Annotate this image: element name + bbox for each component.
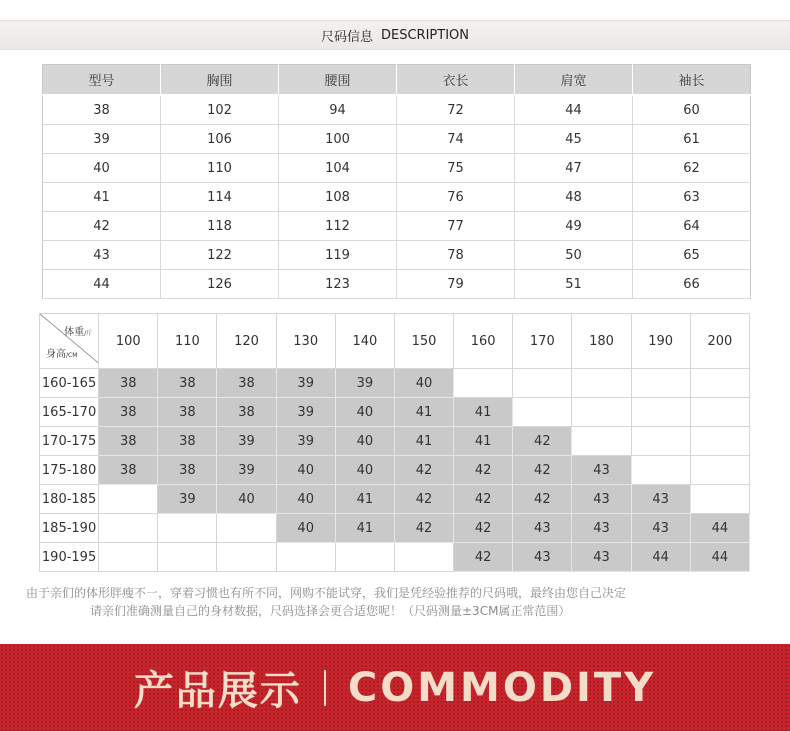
height-range-label: 170-175 [40, 427, 99, 456]
recommended-size-cell: 42 [513, 427, 572, 456]
height-range-label: 175-180 [40, 456, 99, 485]
table-cell: 50 [515, 241, 633, 270]
weight-column-header: 130 [276, 314, 335, 369]
table-cell: 122 [161, 241, 279, 270]
table-cell: 47 [515, 154, 633, 183]
rec-table-body [40, 369, 750, 572]
weight-column-header: 100 [99, 314, 158, 369]
table-row [43, 270, 751, 299]
table-row [40, 369, 750, 398]
table-row [43, 183, 751, 212]
recommended-size-cell: 40 [217, 485, 276, 514]
recommended-size-cell: 39 [276, 427, 335, 456]
recommended-size-cell: 38 [217, 369, 276, 398]
size-column-header: 衣长 [397, 65, 515, 96]
recommended-size-cell [690, 485, 749, 514]
recommended-size-cell: 41 [335, 514, 394, 543]
recommended-size-cell: 43 [513, 514, 572, 543]
height-range-label: 190-195 [40, 543, 99, 572]
recommended-size-cell [158, 543, 217, 572]
banner-title-en: COMMODITY [347, 664, 657, 711]
table-cell: 102 [161, 95, 279, 125]
table-row [40, 456, 750, 485]
recommended-size-cell [99, 543, 158, 572]
recommended-size-cell: 40 [335, 456, 394, 485]
table-cell: 108 [279, 183, 397, 212]
recommended-size-cell: 43 [572, 456, 631, 485]
recommended-size-cell: 40 [276, 485, 335, 514]
recommended-size-cell: 38 [158, 427, 217, 456]
table-cell: 74 [397, 125, 515, 154]
recommended-size-cell: 43 [631, 514, 690, 543]
recommended-size-cell [572, 369, 631, 398]
commodity-banner [0, 644, 790, 731]
recommended-size-cell: 42 [394, 485, 453, 514]
size-column-header: 胸围 [161, 65, 279, 96]
recommended-size-cell: 40 [394, 369, 453, 398]
size-table-header-row [43, 65, 751, 96]
table-cell: 94 [279, 95, 397, 125]
recommended-size-cell [572, 427, 631, 456]
recommended-size-cell: 42 [454, 543, 513, 572]
recommended-size-cell: 39 [217, 456, 276, 485]
recommended-size-cell [631, 456, 690, 485]
table-cell: 78 [397, 241, 515, 270]
recommended-size-cell: 41 [454, 427, 513, 456]
table-cell: 51 [515, 270, 633, 299]
recommended-size-cell: 42 [454, 485, 513, 514]
recommended-size-cell: 43 [572, 543, 631, 572]
table-cell: 104 [279, 154, 397, 183]
height-range-label: 165-170 [40, 398, 99, 427]
recommended-size-cell: 40 [335, 398, 394, 427]
table-row [40, 543, 750, 572]
recommended-size-cell [217, 543, 276, 572]
recommended-size-cell: 38 [158, 369, 217, 398]
table-cell: 60 [633, 95, 751, 125]
size-column-header: 腰围 [279, 65, 397, 96]
table-row [43, 95, 751, 125]
height-range-label: 160-165 [40, 369, 99, 398]
weight-column-header: 160 [454, 314, 513, 369]
recommended-size-cell: 38 [158, 398, 217, 427]
recommended-size-cell [394, 543, 453, 572]
table-row [40, 427, 750, 456]
recommended-size-cell [690, 398, 749, 427]
header-title-cn: 尺码信息 [320, 29, 373, 45]
recommended-size-cell: 40 [276, 514, 335, 543]
table-cell: 112 [279, 212, 397, 241]
description-header [0, 20, 790, 50]
recommended-size-cell [454, 369, 513, 398]
table-cell: 75 [397, 154, 515, 183]
table-cell: 61 [633, 125, 751, 154]
recommended-size-cell [335, 543, 394, 572]
banner-title-cn: 产品展示 [133, 668, 302, 714]
recommended-size-cell: 38 [99, 456, 158, 485]
recommended-size-cell [99, 485, 158, 514]
table-cell: 44 [515, 95, 633, 125]
table-row [43, 241, 751, 270]
recommended-size-cell: 42 [454, 456, 513, 485]
recommended-size-cell: 38 [99, 369, 158, 398]
table-cell: 123 [279, 270, 397, 299]
table-cell: 65 [633, 241, 751, 270]
fit-note-line2: 请亲们准确测量自己的身材数据，尺码选择会更合适您呢！（尺码测量±3CM属正常范围） [90, 604, 571, 618]
weight-column-header: 170 [513, 314, 572, 369]
height-range-label: 185-190 [40, 514, 99, 543]
table-cell: 42 [43, 212, 161, 241]
table-row [43, 212, 751, 241]
recommended-size-cell [631, 427, 690, 456]
recommended-size-cell: 42 [454, 514, 513, 543]
recommended-size-cell: 42 [513, 485, 572, 514]
table-cell: 64 [633, 212, 751, 241]
corner-weight-label: 体重/斤 [64, 327, 93, 338]
table-cell: 66 [633, 270, 751, 299]
rec-table-header-row [40, 314, 750, 369]
size-column-header: 袖长 [633, 65, 751, 96]
fit-note-line1: 由于亲们的体形胖瘦不一，穿着习惯也有所不同，网购不能试穿，我们是凭经验推荐的尺码哦，最终由您自己决定 [26, 586, 627, 600]
recommended-size-cell [276, 543, 335, 572]
table-cell: 49 [515, 212, 633, 241]
table-row [40, 485, 750, 514]
recommended-size-cell [690, 427, 749, 456]
table-cell: 41 [43, 183, 161, 212]
recommended-size-cell: 41 [454, 398, 513, 427]
table-cell: 119 [279, 241, 397, 270]
recommended-size-cell: 44 [690, 514, 749, 543]
recommended-size-cell: 43 [572, 514, 631, 543]
recommended-size-cell [513, 398, 572, 427]
weight-column-header: 150 [394, 314, 453, 369]
recommended-size-cell [631, 369, 690, 398]
size-recommendation-table [39, 313, 750, 572]
table-cell: 77 [397, 212, 515, 241]
table-row [43, 154, 751, 183]
table-cell: 106 [161, 125, 279, 154]
weight-column-header: 190 [631, 314, 690, 369]
table-cell: 43 [43, 241, 161, 270]
table-cell: 110 [161, 154, 279, 183]
recommended-size-cell: 41 [394, 398, 453, 427]
recommended-size-cell: 41 [335, 485, 394, 514]
recommended-size-cell: 39 [335, 369, 394, 398]
recommended-size-cell [572, 398, 631, 427]
recommended-size-cell [513, 369, 572, 398]
table-cell: 40 [43, 154, 161, 183]
corner-height-label: 身高/CM [46, 349, 78, 360]
recommended-size-cell [690, 369, 749, 398]
size-column-header: 型号 [43, 65, 161, 96]
recommended-size-cell: 39 [276, 369, 335, 398]
recommended-size-cell: 41 [394, 427, 453, 456]
weight-column-header: 140 [335, 314, 394, 369]
recommended-size-cell: 42 [394, 456, 453, 485]
recommended-size-cell [690, 456, 749, 485]
table-cell: 114 [161, 183, 279, 212]
weight-column-header: 180 [572, 314, 631, 369]
recommended-size-cell [631, 398, 690, 427]
recommended-size-cell: 43 [572, 485, 631, 514]
table-cell: 79 [397, 270, 515, 299]
recommended-size-cell [217, 514, 276, 543]
table-cell: 100 [279, 125, 397, 154]
recommended-size-cell: 38 [99, 427, 158, 456]
recommended-size-cell: 42 [394, 514, 453, 543]
recommended-size-cell: 40 [276, 456, 335, 485]
recommended-size-cell [99, 514, 158, 543]
rec-table-corner [40, 314, 99, 369]
table-cell: 45 [515, 125, 633, 154]
recommended-size-cell [158, 514, 217, 543]
recommended-size-cell: 38 [99, 398, 158, 427]
table-cell: 63 [633, 183, 751, 212]
recommended-size-cell: 38 [158, 456, 217, 485]
recommended-size-cell: 44 [631, 543, 690, 572]
table-cell: 62 [633, 154, 751, 183]
height-range-label: 180-185 [40, 485, 99, 514]
recommended-size-cell: 40 [335, 427, 394, 456]
recommended-size-cell: 43 [631, 485, 690, 514]
table-row [40, 398, 750, 427]
table-cell: 44 [43, 270, 161, 299]
recommended-size-cell: 39 [217, 427, 276, 456]
weight-column-header: 110 [158, 314, 217, 369]
size-spec-table [42, 64, 751, 299]
recommended-size-cell: 42 [513, 456, 572, 485]
recommended-size-cell: 39 [158, 485, 217, 514]
table-cell: 118 [161, 212, 279, 241]
table-cell: 38 [43, 95, 161, 125]
size-table-body [43, 95, 751, 299]
header-title-en: DESCRIPTION [381, 27, 469, 43]
size-column-header: 肩宽 [515, 65, 633, 96]
recommended-size-cell: 43 [513, 543, 572, 572]
table-row [43, 125, 751, 154]
banner-divider [324, 670, 326, 706]
table-row [40, 514, 750, 543]
recommended-size-cell: 38 [217, 398, 276, 427]
weight-column-header: 120 [217, 314, 276, 369]
recommended-size-cell: 39 [276, 398, 335, 427]
table-cell: 39 [43, 125, 161, 154]
weight-column-header: 200 [690, 314, 749, 369]
table-cell: 76 [397, 183, 515, 212]
recommended-size-cell: 44 [690, 543, 749, 572]
table-cell: 48 [515, 183, 633, 212]
table-cell: 126 [161, 270, 279, 299]
table-cell: 72 [397, 95, 515, 125]
